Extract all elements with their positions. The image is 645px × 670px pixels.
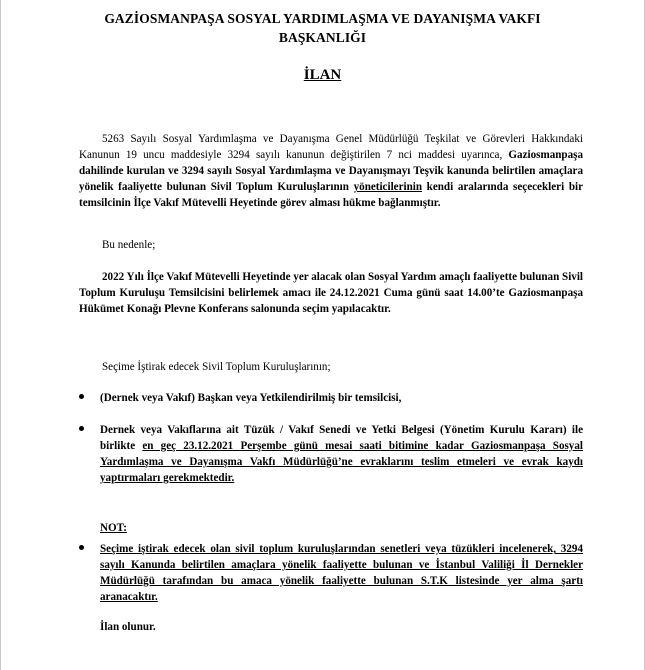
- bullet-icon: [79, 426, 84, 431]
- closing-text: İlan olunur.: [100, 621, 156, 633]
- institution-title-line2: BAŞKANLIĞI: [278, 30, 367, 45]
- intro-text-bold-end: kendi aralarında seçecekleri bir temsilcinin İlçe Vakıf Mütevelli Heyetinde görev alması hükme bağlanmıştır.: [79, 181, 583, 209]
- participants-intro: Seçime İştirak edecek Sivil Toplum Kuruluşlarının;: [102, 361, 331, 373]
- deadline-text: en geç 23.12.2021 Perşembe günü mesai saati bitimine kadar Gaziosmanpaşa Sosyal Yardımlaşma ve Dayanışma Vakfı Müdürlüğü’ne evraklarını teslim etmeleri ve evrak kaydı yaptırmaları gerekmektedir.: [100, 440, 583, 484]
- bullet-icon: [79, 545, 84, 550]
- page-left-border: [0, 0, 1, 670]
- institution-title: GAZİOSMANPAŞA SOSYAL YARDIMLAŞMA VE DAYANIŞMA VAKFI: [104, 11, 541, 26]
- list-item-text: (Dernek veya Vakıf) Başkan veya Yetkilendirilmiş bir temsilcisi,: [100, 392, 402, 404]
- intro-paragraph: [79, 131, 583, 211]
- note-text: Seçime iştirak edecek olan sivil toplum kuruluşlarından senetleri veya tüzükleri incelenerek, 3294 sayılı Kanunda belirtilen amaçlara yönelik faaliyette bulunan ve İstanbul Valiliği İl Dernekler Müdürlüğü tarafından bu amaca yönelik faaliyette bulunan S.T.K listesinde yer alma şartı aranacaktır.: [100, 543, 583, 603]
- list-item-text: [100, 422, 583, 486]
- intro-text-regular: 5263 Sayılı Sosyal Yardımlaşma ve Dayanışma Genel Müdürlüğü Teşkilat ve Görevleri Hakkındaki Kanunun 19 uncu maddesiyle 3294 sayılı kanunun değiştirilen 7 nci maddesi uyarınca,: [79, 133, 583, 161]
- election-paragraph: 2022 Yılı İlçe Vakıf Mütevelli Heyetinde yer alacak olan Sosyal Yardım amaçlı faaliyette bulunan Sivil Toplum Kuruluşu Temsilcisini belirlemek amacı ile 24.12.2021 Cuma günü saat 14.00’te Gaziosmanpaşa Hükümet Konağı Plevne Konferans salonunda seçim yapılacaktır.: [79, 271, 583, 315]
- intro-text-underlined: yöneticilerinin: [353, 181, 422, 193]
- transition-paragraph: Bu nedenle;: [102, 239, 156, 251]
- note-label: NOT:: [100, 522, 127, 534]
- list-item-text-plain: Dernek veya Vakıflarına ait Tüzük / Vakıf Senedi ve Yetki Belgesi (Yönetim Kurulu Kararı) ile birlikte: [100, 424, 583, 452]
- bullet-icon: [79, 394, 84, 399]
- intro-text-bold: Gaziosmanpaşa dahilinde kurulan ve 3294 sayılı Sosyal Yardımlaşma ve Dayanışmayı Teşvik kanunda belirtilen amaçlara yönelik faaliyette bulunan Sivil Toplum Kuruluşlarının: [79, 149, 583, 193]
- document-heading: İLAN: [303, 67, 342, 83]
